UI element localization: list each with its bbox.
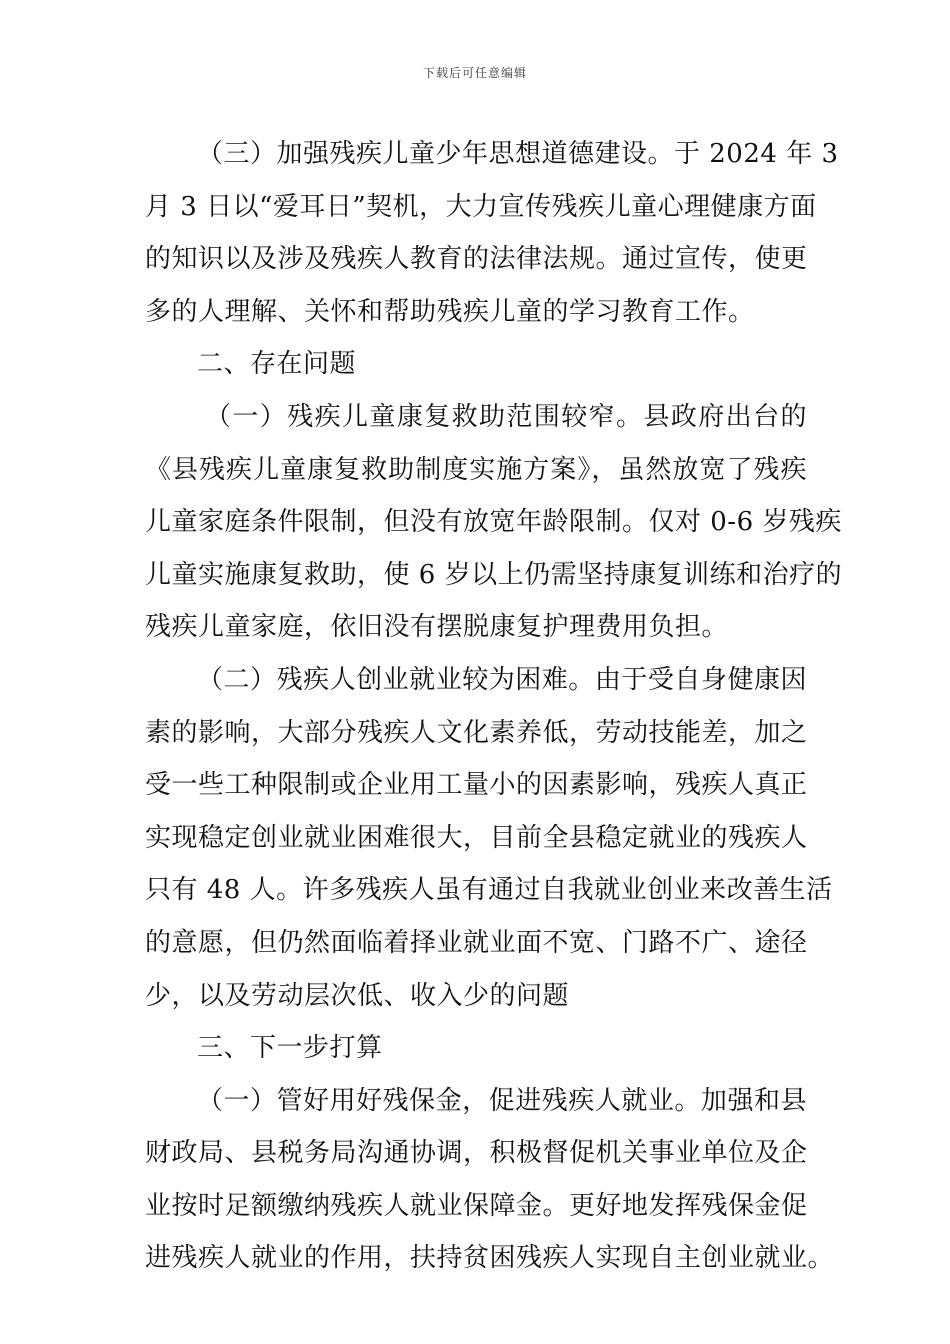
text-line: 只有 48 人。许多残疾人虽有通过自我就业创业来改善生活 [145,875,833,906]
text-line: 多的人理解、关怀和帮助残疾儿童的学习教育工作。 [145,296,755,327]
text-line: 财政局、县税务局沟通协调，积极督促机关事业单位及企 [145,1138,808,1169]
text-line: 实现稳定创业就业困难很大，目前全县稳定就业的残疾人 [145,822,808,853]
text-line: 月 3 日以“爱耳日”契机，大力宣传残疾儿童心理健康方面 [145,191,817,222]
section-heading: 三、下一步打算 [197,1033,383,1064]
paragraph-rehab-scope [145,391,843,654]
text-line: 受一些工种限制或企业用工量小的因素影响，残疾人真正 [145,770,808,801]
paragraph-strengthen-moral-education [145,128,839,338]
text-line: 的意愿，但仍然面临着择业就业面不宽、门路不广、途径 [145,927,808,958]
text-line: 儿童家庭条件限制，但没有放宽年龄限制。仅对 0-6 岁残疾 [145,507,842,538]
paragraph-employment-difficulty [145,654,833,1022]
section-heading-problems [145,338,807,391]
section-heading-next-steps [145,1022,807,1075]
text-line: 业按时足额缴纳残疾人就业保障金。更好地发挥残保金促 [145,1190,808,1221]
text-line: 的知识以及涉及残疾人教育的法律法规。通过宣传，使更 [145,244,808,275]
text-line: 残疾儿童家庭，依旧没有摆脱康复护理费用负担。 [145,612,729,643]
page-header: 下载后可任意编辑 [422,66,527,80]
text-line: 儿童实施康复救助，使 6 岁以上仍需坚持康复训练和治疗的 [145,559,843,590]
text-line: （二）残疾人创业就业较为困难。由于受自身健康因 [197,664,807,695]
text-line: 《县残疾儿童康复救助制度实施方案》，虽然放宽了残疾 [145,454,807,485]
section-heading: 二、存在问题 [197,349,357,380]
text-line: 进残疾人就业的作用，扶持贫困残疾人实现自主创业就业。 [145,1243,835,1274]
text-line: 少，以及劳动层次低、收入少的问题 [145,980,570,1011]
text-line: （一）残疾儿童康复救助范围较窄。县政府出台的 [205,401,807,432]
text-line: （三）加强残疾儿童少年思想道德建设。于 2024 年 3 [197,139,839,169]
text-line: 素的影响，大部分残疾人文化素养低，劳动技能差，加之 [145,717,808,748]
document-body [145,128,843,1285]
text-line: （一）管好用好残保金，促进残疾人就业。加强和县 [197,1085,807,1116]
paragraph-employment-fund [145,1075,835,1285]
